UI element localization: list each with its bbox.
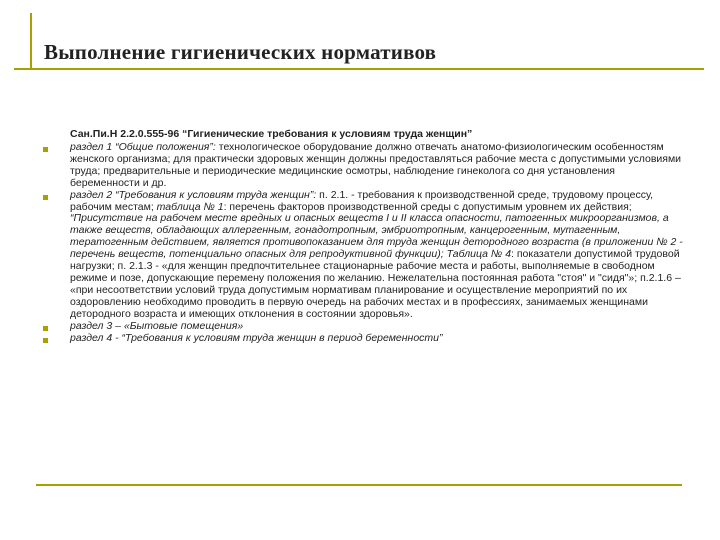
bullet-list xyxy=(70,142,684,344)
bullet-text-segment: Таблица № 4 xyxy=(446,248,512,261)
bullet-text-segment: технологическое оборудование должно отвечать анатомо-физиологическим особенностям женского организма; для практически здоровых женщин должны предоставляться рабочие места с допустимыми условиями труда; предварительные и периодические медицинские осмотры, наблюдение гинеколога со дня установления беременности и др. xyxy=(70,141,682,189)
bullet-text-segment: : перечень факторов производственной среды с допустимым уровнем их действия; xyxy=(223,200,632,213)
bullet-text xyxy=(70,189,683,320)
title-underline xyxy=(14,68,704,70)
bullet-item xyxy=(70,142,684,190)
bullet-text-segment: таблица № 1 xyxy=(156,200,224,213)
square-bullet-icon xyxy=(43,195,48,200)
square-bullet-icon xyxy=(43,338,48,343)
bullet-text-segment: раздел 3 – «Бытовые помещения» xyxy=(70,319,244,332)
bullet-text-segment: : показатели допустимой трудовой нагрузки; п. 2.1.3 - «для женщин предпочтительнее стационарные рабочие места и работы, выполняемые в свободном режиме и позе, допускающие перемену положения по желанию. Нежелательна постоянная работа "стоя" и "сидя"»; п.2.1.6 – «при несоответствии условий труда допустимым нормативам планирование и осуществление мероприятий по их оздоровлению необходимо проводить в первую очередь на рабочих местах и в профессиях, занимаемых женщинами детородного возраста и имеющих отклонения в состоянии здоровья». xyxy=(70,248,681,320)
document-heading: Сан.Пи.Н 2.2.0.555-96 “Гигиенические требования к условиям труда женщин” xyxy=(70,128,473,140)
bullet-text-segment: раздел 2 “Требования к условиям труда женщин”: xyxy=(70,188,320,201)
bullet-text-segment: “Присутствие на рабочем месте вредных и опасных веществ I и II класса опасности, патогенных микроорганизмов, а также веществ, обладающих аллергенным, гонадотропным, эмбриотропным, канцерогенным, мутагенным, тератогенным действием, является противопоказанием для труда женщин детородного возраста (в приложении № 2 - перечень веществ, потенциально опасных для репродуктивной функции); xyxy=(70,212,683,261)
bullet-text-segment: п. 2.1. - требования к производственной среде, трудовому процессу, рабочим местам; xyxy=(70,188,654,213)
square-bullet-icon xyxy=(43,326,48,331)
bullet-text-segment: раздел 1 “Общие положения”: xyxy=(70,141,219,153)
slide-title: Выполнение гигиенических нормативов xyxy=(44,40,437,64)
bullet-text-segment: раздел 4 - “Требования к условиям труда женщин в период беременности” xyxy=(70,331,443,344)
bullet-item xyxy=(70,190,684,321)
bullet-text xyxy=(70,141,681,189)
bullet-item xyxy=(70,333,684,345)
bullet-text xyxy=(70,332,443,344)
bullet-text xyxy=(70,320,243,332)
footer-line xyxy=(36,484,682,486)
square-bullet-icon xyxy=(43,147,48,152)
frame-vertical-line xyxy=(30,13,32,69)
